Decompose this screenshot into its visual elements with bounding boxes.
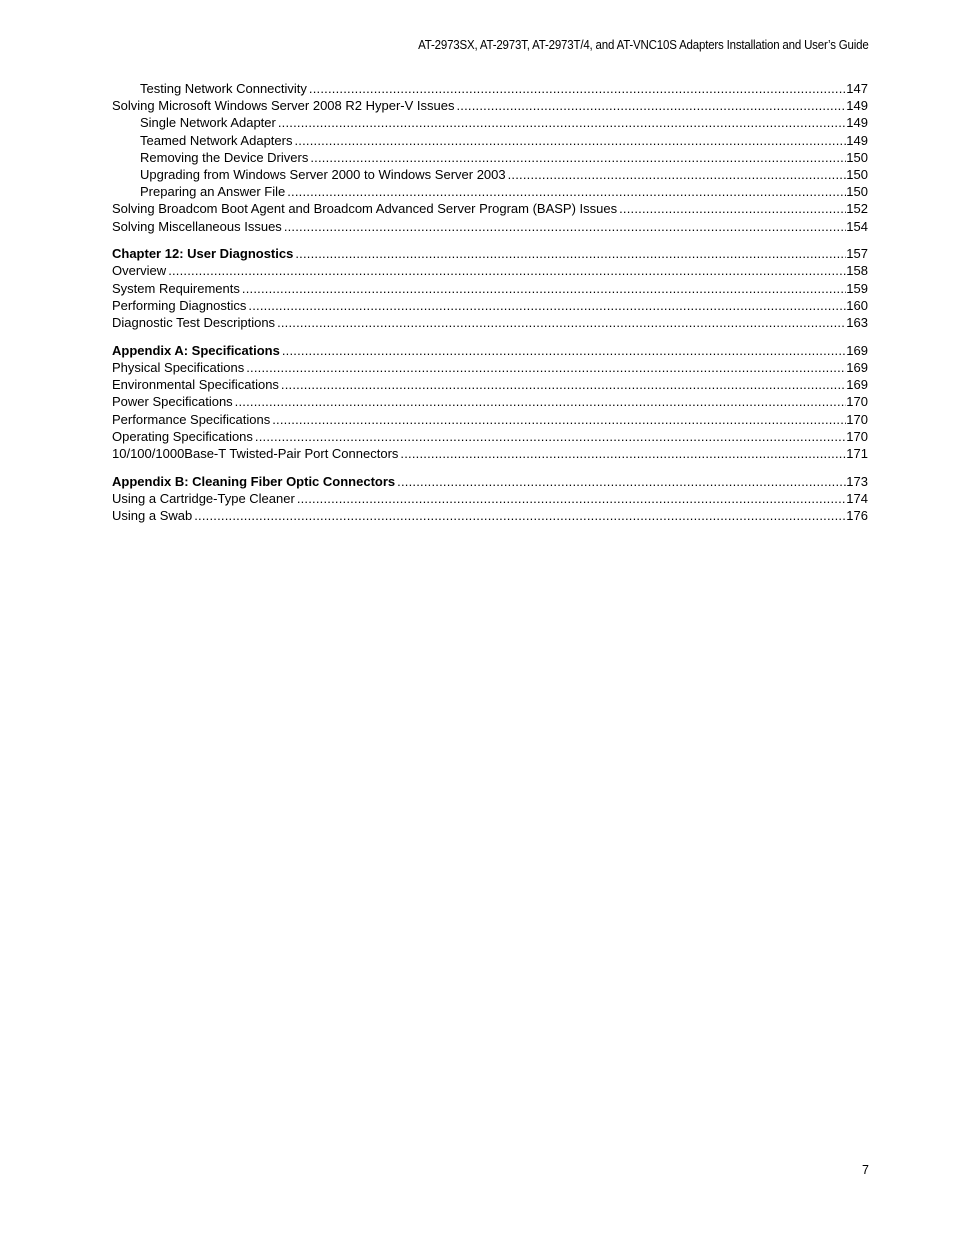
toc-entry-page: 157 xyxy=(846,246,868,262)
toc-entry[interactable] xyxy=(112,428,868,445)
dot-leader xyxy=(270,411,846,428)
toc-appendix-entry[interactable] xyxy=(112,342,868,359)
toc-entry-title: Solving Microsoft Windows Server 2008 R2 Hyper-V Issues xyxy=(112,98,455,114)
toc-entry-page: 169 xyxy=(846,360,868,375)
dot-leader xyxy=(246,297,846,314)
dot-leader xyxy=(292,132,846,149)
dot-leader xyxy=(166,262,846,279)
toc-entry-title: Preparing an Answer File xyxy=(140,184,286,200)
toc-entry-title: Overview xyxy=(112,263,167,279)
toc-entry-page: 170 xyxy=(846,428,868,444)
dot-leader xyxy=(253,428,846,445)
toc-entry-page: 171 xyxy=(846,445,868,461)
toc-entry-title: Diagnostic Test Descriptions xyxy=(112,315,276,331)
toc-appendix-entry[interactable] xyxy=(112,473,868,490)
toc-entry-page: 150 xyxy=(846,166,868,182)
toc-entry[interactable] xyxy=(112,262,868,279)
dot-leader xyxy=(275,314,846,331)
toc-entry-page: 160 xyxy=(846,297,868,313)
dot-leader xyxy=(276,114,846,131)
toc-entry-title: Operating Specifications xyxy=(112,428,253,444)
toc-entry-title: Testing Network Connectivity xyxy=(140,81,307,96)
toc-entry[interactable] xyxy=(112,200,868,217)
toc-entry[interactable] xyxy=(112,445,868,462)
dot-leader xyxy=(280,342,846,359)
toc-entry-title: Power Specifications xyxy=(112,394,233,410)
toc-entry-page: 170 xyxy=(846,394,868,410)
toc-entry-page: 150 xyxy=(846,184,868,200)
dot-leader xyxy=(506,166,847,183)
dot-leader xyxy=(395,473,846,490)
toc-entry[interactable] xyxy=(112,80,868,97)
dot-leader xyxy=(307,80,846,97)
page-number: 7 xyxy=(862,1163,869,1177)
toc-entry-page: 163 xyxy=(846,315,868,331)
toc-entry-page: 170 xyxy=(846,411,868,427)
toc-entry[interactable] xyxy=(112,393,868,410)
dot-leader xyxy=(454,97,846,114)
toc-chapter-title: Chapter 12: User Diagnostics xyxy=(112,246,294,262)
running-header: AT-2973SX, AT-2973T, AT-2973T/4, and AT-VNC10S Adapters Installation and User’s Guide xyxy=(418,38,869,52)
toc-entry[interactable] xyxy=(112,359,868,376)
toc-entry[interactable] xyxy=(112,166,868,183)
toc-entry-page: 147 xyxy=(846,81,868,96)
dot-leader xyxy=(244,359,846,376)
toc-entry-page: 174 xyxy=(846,490,868,506)
toc-entry-page: 149 xyxy=(846,132,868,148)
toc-entry-title: Teamed Network Adapters xyxy=(140,132,293,148)
toc-entry-title: Single Network Adapter xyxy=(140,115,276,131)
toc-appendix-title: Appendix A: Specifications xyxy=(112,342,280,358)
toc-entry-page: 149 xyxy=(846,115,868,131)
toc-entry-title: Removing the Device Drivers xyxy=(140,149,309,165)
toc-entry-page: 169 xyxy=(846,342,868,358)
dot-leader xyxy=(295,490,846,507)
toc-entry-page: 159 xyxy=(846,280,868,296)
toc-entry[interactable] xyxy=(112,507,868,524)
toc-entry[interactable] xyxy=(112,314,868,331)
toc-entry-title: Using a Cartridge-Type Cleaner xyxy=(112,490,295,506)
toc-entry[interactable] xyxy=(112,490,868,507)
toc-entry[interactable] xyxy=(112,376,868,393)
toc-entry-title: Performance Specifications xyxy=(112,411,271,427)
toc-entry[interactable] xyxy=(112,280,868,297)
toc-entry-page: 176 xyxy=(846,508,868,524)
toc-entry-page: 158 xyxy=(846,263,868,279)
dot-leader xyxy=(285,183,846,200)
toc-entry-page: 152 xyxy=(846,201,868,217)
toc-entry-title: Physical Specifications xyxy=(112,360,245,375)
toc-entry-title: Using a Swab xyxy=(112,508,193,524)
dot-leader xyxy=(233,393,847,410)
dot-leader xyxy=(282,218,846,235)
toc-entry-title: System Requirements xyxy=(112,280,240,296)
toc-entry-title: Solving Miscellaneous Issues xyxy=(112,218,282,234)
dot-leader xyxy=(398,445,846,462)
toc-entry[interactable] xyxy=(112,132,868,149)
toc-entry[interactable] xyxy=(112,149,868,166)
toc-entry[interactable] xyxy=(112,183,868,200)
toc-entry-page: 169 xyxy=(846,377,868,393)
dot-leader xyxy=(308,149,846,166)
table-of-contents xyxy=(112,80,868,524)
toc-entry-page: 154 xyxy=(846,218,868,234)
toc-entry[interactable] xyxy=(112,114,868,131)
toc-entry-title: 10/100/1000Base-T Twisted-Pair Port Connectors xyxy=(112,445,399,461)
toc-entry-title: Performing Diagnostics xyxy=(112,297,247,313)
toc-entry[interactable] xyxy=(112,97,868,114)
toc-entry-page: 150 xyxy=(846,149,868,165)
toc-appendix-title: Appendix B: Cleaning Fiber Optic Connectors xyxy=(112,473,396,489)
dot-leader xyxy=(240,280,846,297)
toc-entry-page: 149 xyxy=(846,98,868,114)
toc-entry[interactable] xyxy=(112,218,868,235)
dot-leader xyxy=(192,507,846,524)
dot-leader xyxy=(293,245,846,262)
toc-entry-title: Environmental Specifications xyxy=(112,377,279,393)
toc-entry[interactable] xyxy=(112,297,868,314)
dot-leader xyxy=(279,376,846,393)
toc-chapter-entry[interactable] xyxy=(112,245,868,262)
toc-entry-title: Upgrading from Windows Server 2000 to Windows Server 2003 xyxy=(140,166,506,182)
dot-leader xyxy=(617,200,846,217)
toc-entry-title: Solving Broadcom Boot Agent and Broadcom Advanced Server Program (BASP) Issues xyxy=(112,201,618,217)
toc-entry-page: 173 xyxy=(846,473,868,489)
toc-entry[interactable] xyxy=(112,411,868,428)
